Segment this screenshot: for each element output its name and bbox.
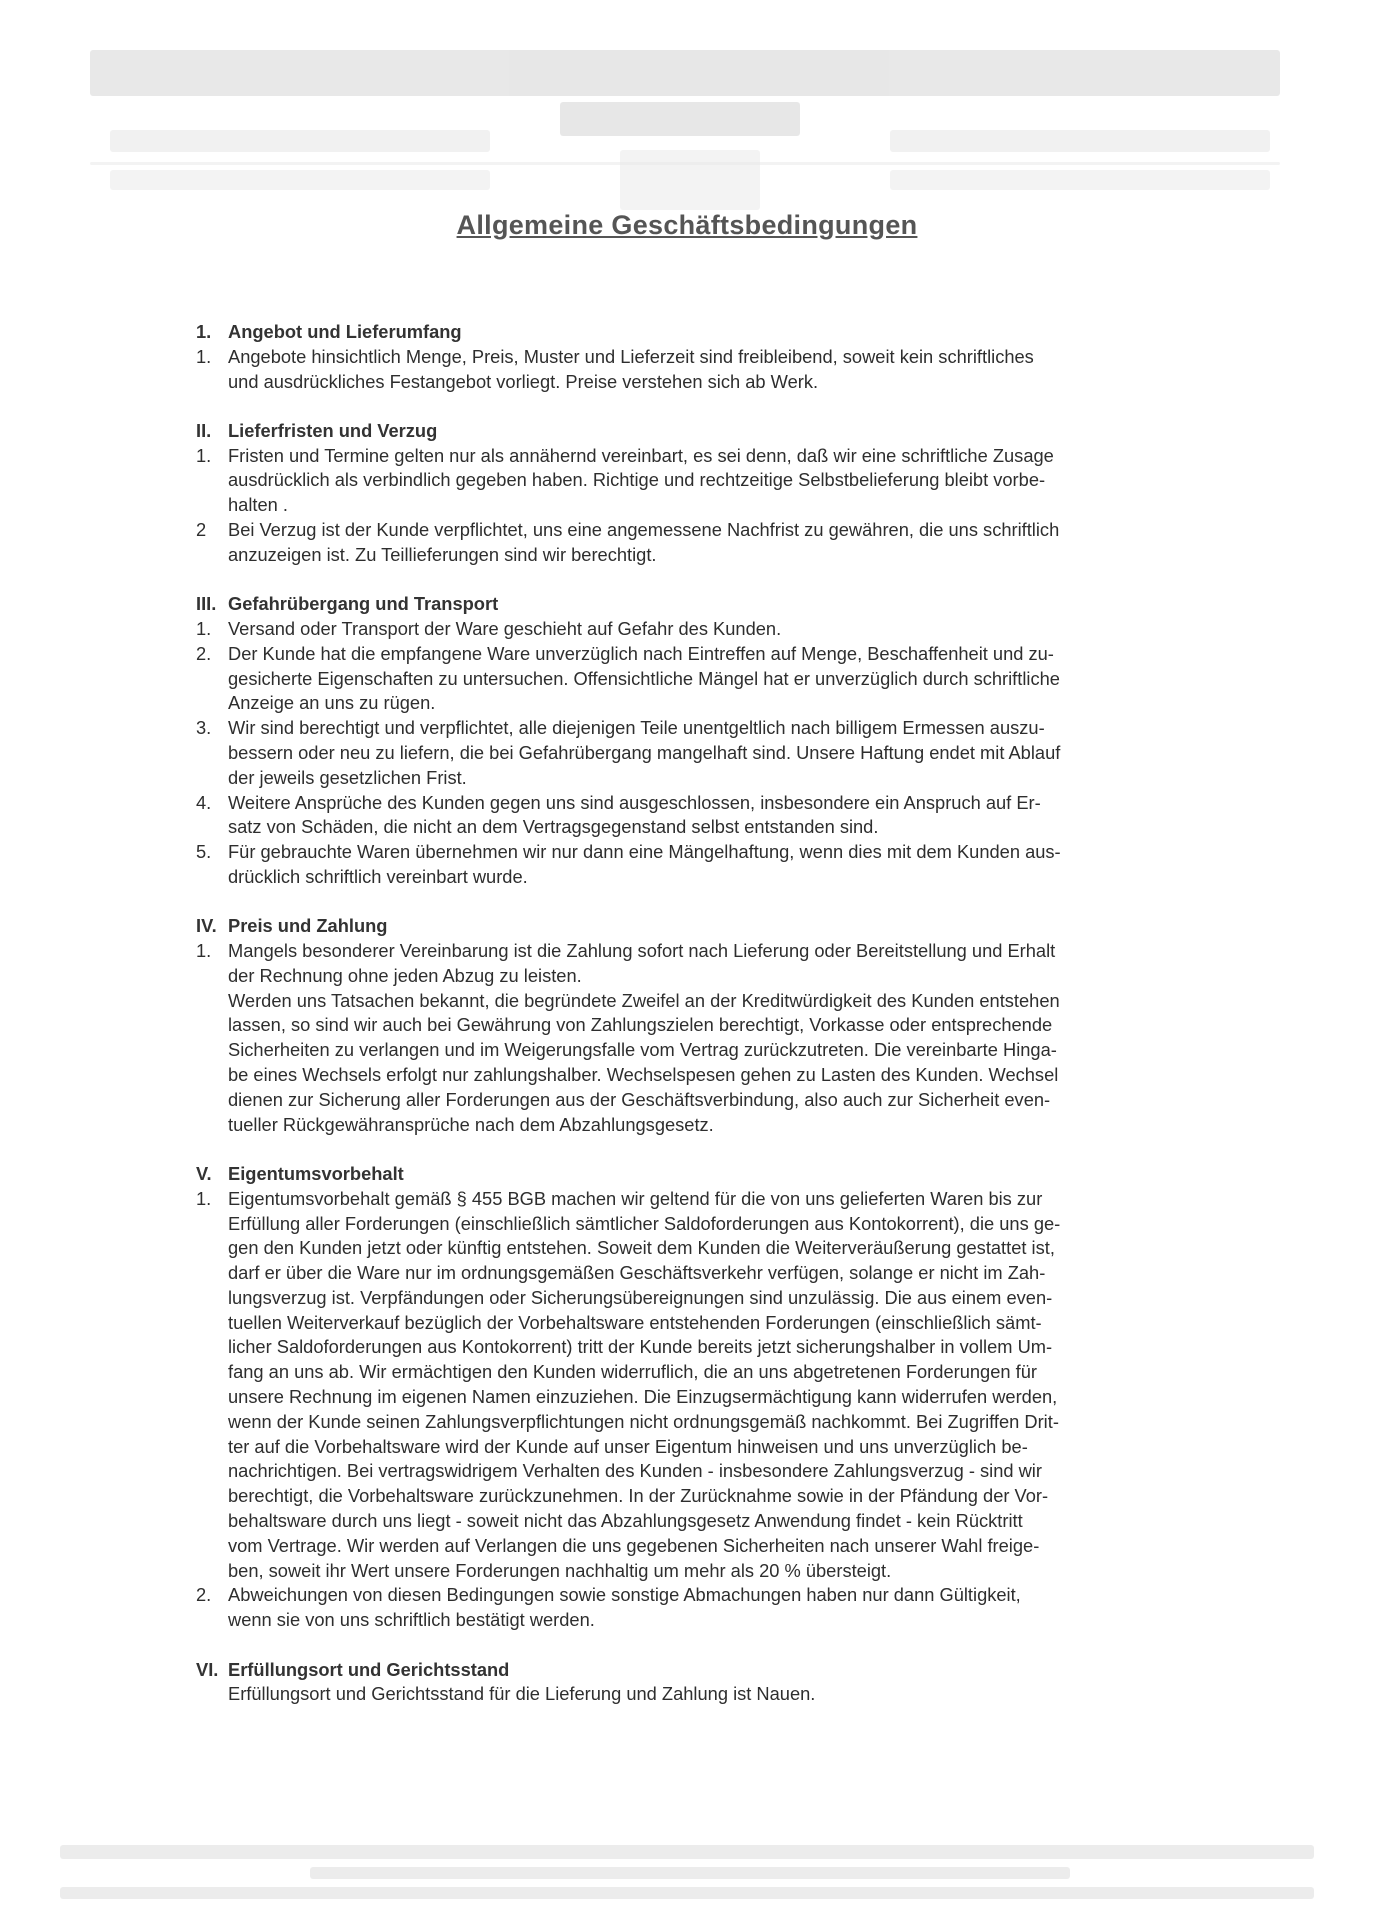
section-number: V. bbox=[196, 1162, 212, 1184]
section-heading bbox=[196, 1162, 1196, 1187]
clause-number: 2. bbox=[196, 642, 212, 664]
clause-line: tuellen Weiterverkauf bezüglich der Vorbehaltsware entstehenden Forderungen (einschließlich sämt- bbox=[228, 1311, 1042, 1333]
clause-text bbox=[228, 1583, 1196, 1633]
clause-text bbox=[228, 642, 1196, 716]
clause-number: 1. bbox=[196, 345, 212, 367]
clause-item bbox=[196, 345, 1196, 395]
clause-item bbox=[196, 840, 1196, 890]
clause-text bbox=[228, 444, 1196, 518]
clause-line: ter auf die Vorbehaltsware wird der Kunde auf unser Eigentum hinweisen und uns unverzüglich be- bbox=[228, 1435, 1028, 1457]
clause-line: Versand oder Transport der Ware geschieht auf Gefahr des Kunden. bbox=[228, 617, 782, 639]
clause-item bbox=[196, 791, 1196, 841]
show-through-footer bbox=[60, 1845, 1314, 1905]
clause-line: Sicherheiten zu verlangen und im Weigerungsfalle vom Vertrag zurückzutreten. Die vereinbarte Hinga- bbox=[228, 1039, 1057, 1061]
section-heading bbox=[196, 320, 1196, 345]
clause-line: Der Kunde hat die empfangene Ware unverzüglich nach Eintreffen auf Menge, Beschaffenheit und zu- bbox=[228, 642, 1054, 664]
clause-text bbox=[228, 939, 1196, 1137]
clause-number: 2 bbox=[196, 519, 207, 541]
terms-section bbox=[196, 320, 1196, 394]
clause-line: und ausdrückliches Festangebot vorliegt. Preise verstehen sich ab Werk. bbox=[228, 370, 819, 392]
clause-text bbox=[228, 1187, 1196, 1584]
clause-line: Erfüllungsort und Gerichtsstand für die Lieferung und Zahlung ist Nauen. bbox=[228, 1683, 816, 1705]
clause-line: dienen zur Sicherung aller Forderungen aus der Geschäftsverbindung, also auch zur Sicherheit even- bbox=[228, 1088, 1051, 1110]
clause-item bbox=[196, 617, 1196, 642]
clause-line: Werden uns Tatsachen bekannt, die begründete Zweifel an der Kreditwürdigkeit des Kunden entstehen bbox=[228, 989, 1060, 1011]
clause-line: anzuzeigen ist. Zu Teillieferungen sind wir berechtigt. bbox=[228, 543, 657, 565]
clause-item bbox=[196, 716, 1196, 790]
clause-line: Bei Verzug ist der Kunde verpflichtet, uns eine angemessene Nachfrist zu gewähren, die uns schriftlich bbox=[228, 519, 1060, 541]
document-title: Allgemeine Geschäftsbedingungen bbox=[456, 210, 918, 240]
clause-line: Abweichungen von diesen Bedingungen sowie sonstige Abmachungen haben nur dann Gültigkeit, bbox=[228, 1584, 1021, 1606]
clause-line: wenn sie von uns schriftlich bestätigt werden. bbox=[228, 1609, 595, 1631]
clause-line: Weitere Ansprüche des Kunden gegen uns sind ausgeschlossen, insbesondere ein Anspruch auf Er- bbox=[228, 791, 1041, 813]
section-heading-text: Erfüllungsort und Gerichtsstand bbox=[228, 1658, 510, 1680]
clause-item bbox=[196, 1583, 1196, 1633]
clause-line: Erfüllung aller Forderungen (einschließlich sämtlicher Saldoforderungen aus Kontokorrent), die uns ge- bbox=[228, 1212, 1061, 1234]
clause-number bbox=[196, 1682, 228, 1707]
clause-line: ausdrücklich als verbindlich gegeben haben. Richtige und rechtzeitige Selbstbelieferung bleibt vorbe- bbox=[228, 469, 1046, 491]
clause-text bbox=[228, 345, 1196, 395]
clause-line: wenn der Kunde seinen Zahlungsverpflichtungen nicht ordnungsgemäß nachkommt. Bei Zugriffen Drit- bbox=[228, 1410, 1059, 1432]
clause-line: bessern oder neu zu liefern, die bei Gefahrübergang mangelhaft sind. Unsere Haftung endet mit Ablauf bbox=[228, 741, 1061, 763]
clause-line: lungsverzug ist. Verpfändungen oder Sicherungsübereignungen sind unzulässig. Die aus einem even- bbox=[228, 1286, 1053, 1308]
clause-line: der Rechnung ohne jeden Abzug zu leisten. bbox=[228, 964, 582, 986]
clause-line: gesicherte Eigenschaften zu untersuchen. Offensichtliche Mängel hat er unverzüglich durch schriftliche bbox=[228, 667, 1060, 689]
clause-line: satz von Schäden, die nicht an dem Vertragsgegenstand selbst entstanden sind. bbox=[228, 816, 879, 838]
clause-item bbox=[196, 1682, 1196, 1707]
clause-line: der jeweils gesetzlichen Frist. bbox=[228, 766, 467, 788]
section-heading-text: Angebot und Lieferumfang bbox=[228, 321, 462, 342]
terms-section bbox=[196, 1162, 1196, 1633]
clause-number: 2. bbox=[196, 1584, 212, 1606]
clause-line: behaltsware durch uns liegt - soweit nicht das Abzahlungsgesetz Anwendung findet - kein Rücktritt bbox=[228, 1510, 1023, 1532]
clause-line: darf er über die Ware nur im ordnungsgemäßen Geschäftsverkehr verfügen, solange er nicht im Zah- bbox=[228, 1262, 1046, 1284]
clause-line: lassen, so sind wir auch bei Gewährung von Zahlungszielen berechtigt, Vorkasse oder entsprechende bbox=[228, 1014, 1053, 1036]
clause-text bbox=[228, 617, 1196, 642]
section-heading-text: Gefahrübergang und Transport bbox=[228, 593, 499, 615]
clause-text bbox=[228, 791, 1196, 841]
terms-body bbox=[196, 320, 1196, 1732]
section-heading bbox=[196, 914, 1196, 939]
clause-number: 1. bbox=[196, 1187, 212, 1209]
terms-section bbox=[196, 592, 1196, 890]
clause-number: 3. bbox=[196, 717, 212, 739]
clause-line: gen den Kunden jetzt oder künftig entstehen. Soweit dem Kunden die Weiterveräußerung gestattet ist, bbox=[228, 1237, 1055, 1259]
clause-text bbox=[228, 1682, 1196, 1707]
section-number: 1. bbox=[196, 321, 212, 342]
clause-line: nachrichtigen. Bei vertragswidrigem Verhalten des Kunden - insbesondere Zahlungsverzug - sind wir bbox=[228, 1460, 1042, 1482]
clause-line: ben, soweit ihr Wert unsere Forderungen nachhaltig um mehr als 20 % übersteigt. bbox=[228, 1559, 892, 1581]
clause-line: be eines Wechsels erfolgt nur zahlungshalber. Wechselspesen gehen zu Lasten des Kunden. Wechsel bbox=[228, 1064, 1059, 1086]
clause-text bbox=[228, 716, 1196, 790]
clause-number: 1. bbox=[196, 617, 212, 639]
section-number: VI. bbox=[196, 1658, 219, 1680]
section-heading bbox=[196, 592, 1196, 617]
clause-line: Für gebrauchte Waren übernehmen wir nur dann eine Mängelhaftung, wenn dies mit dem Kunden aus- bbox=[228, 841, 1061, 863]
clause-line: Fristen und Termine gelten nur als annähernd vereinbart, es sei denn, daß wir eine schriftliche Zusage bbox=[228, 444, 1054, 466]
clause-line: fang an uns ab. Wir ermächtigen den Kunden widerruflich, die an uns abgetretenen Forderungen für bbox=[228, 1361, 1037, 1383]
clause-number: 1. bbox=[196, 444, 212, 466]
clause-item bbox=[196, 1187, 1196, 1584]
clause-line: berechtigt, die Vorbehaltsware zurückzunehmen. In der Zurücknahme sowie in der Pfändung der Vor- bbox=[228, 1485, 1049, 1507]
clause-line: halten . bbox=[228, 494, 288, 516]
clause-line: tueller Rückgewähransprüche nach dem Abzahlungsgesetz. bbox=[228, 1113, 714, 1135]
clause-item bbox=[196, 939, 1196, 1137]
section-number: IV. bbox=[196, 915, 217, 937]
clause-line: Wir sind berechtigt und verpflichtet, alle diejenigen Teile unentgeltlich nach billigem Ermessen auszu- bbox=[228, 717, 1045, 739]
terms-section bbox=[196, 1658, 1196, 1708]
section-heading bbox=[196, 419, 1196, 444]
clause-line: Eigentumsvorbehalt gemäß § 455 BGB machen wir geltend für die von uns gelieferten Waren bis zur bbox=[228, 1187, 1043, 1209]
section-heading-text: Lieferfristen und Verzug bbox=[228, 419, 438, 441]
clause-text bbox=[228, 840, 1196, 890]
clause-number: 5. bbox=[196, 841, 212, 863]
clause-item bbox=[196, 518, 1196, 568]
clause-line: vom Vertrage. Wir werden auf Verlangen die uns gegebenen Sicherheiten nach unserer Wahl freige- bbox=[228, 1534, 1040, 1556]
clause-line: Mangels besonderer Vereinbarung ist die Zahlung sofort nach Lieferung oder Bereitstellung und Erhalt bbox=[228, 940, 1056, 962]
clause-line: licher Saldoforderungen aus Kontokorrent) tritt der Kunde bereits jetzt sicherungshalber in vollem Um- bbox=[228, 1336, 1053, 1358]
clause-line: drücklich schriftlich vereinbart wurde. bbox=[228, 865, 528, 887]
section-heading-text: Preis und Zahlung bbox=[228, 915, 388, 937]
terms-section bbox=[196, 419, 1196, 568]
clause-line: unsere Rechnung im eigenen Namen einzuziehen. Die Einzugsermächtigung kann widerrufen werden, bbox=[228, 1386, 1058, 1408]
clause-line: Anzeige an uns zu rügen. bbox=[228, 692, 436, 714]
clause-number: 4. bbox=[196, 791, 212, 813]
section-heading-text: Eigentumsvorbehalt bbox=[228, 1162, 404, 1184]
section-number: III. bbox=[196, 593, 217, 615]
terms-section bbox=[196, 914, 1196, 1137]
clause-item bbox=[196, 444, 1196, 518]
section-number: II. bbox=[196, 419, 212, 441]
section-heading bbox=[196, 1658, 1196, 1683]
clause-number: 1. bbox=[196, 940, 212, 962]
clause-item bbox=[196, 642, 1196, 716]
clause-text bbox=[228, 518, 1196, 568]
clause-line: Angebote hinsichtlich Menge, Preis, Muster und Lieferzeit sind freibleibend, soweit kein schriftliches bbox=[228, 345, 1034, 367]
